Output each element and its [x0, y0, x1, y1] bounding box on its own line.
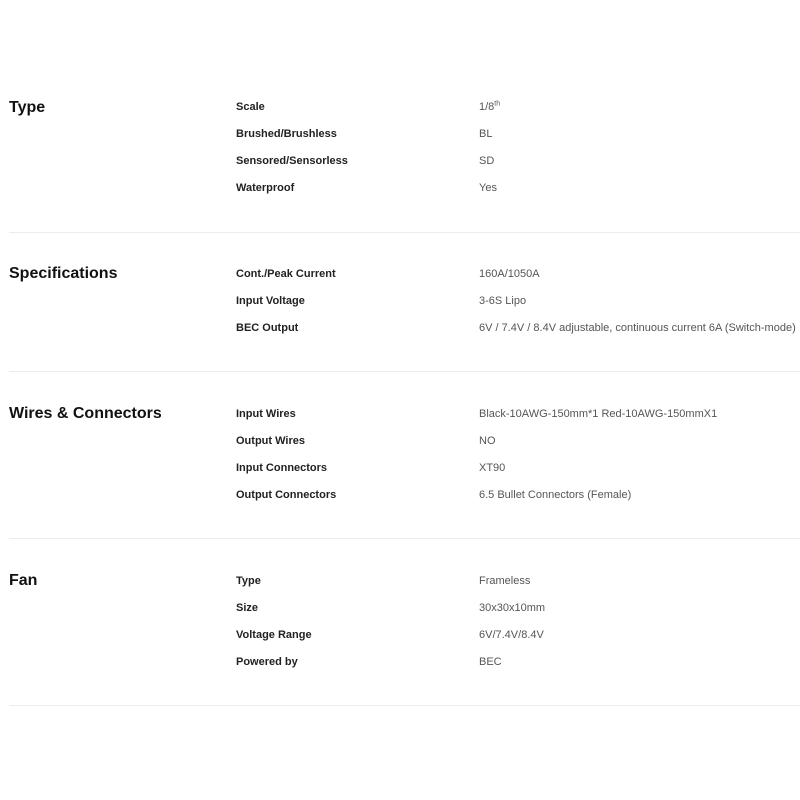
spec-label: Sensored/Sensorless: [236, 155, 348, 167]
spec-label: Output Connectors: [236, 489, 337, 501]
spec-row: [0, 458, 800, 478]
spec-label: Input Connectors: [236, 462, 328, 474]
spec-row: [0, 652, 800, 672]
section-title: Type: [9, 99, 46, 116]
ordinal-suffix: th: [494, 100, 501, 108]
spec-row: [0, 151, 800, 171]
section-divider: [9, 371, 800, 372]
spec-row: [0, 264, 800, 284]
spec-row: [0, 485, 800, 505]
spec-label: Input Wires: [236, 408, 296, 420]
spec-value: 6.5 Bullet Connectors (Female): [479, 489, 632, 501]
spec-value: NO: [479, 435, 496, 447]
section-divider: [9, 538, 800, 539]
spec-value: BL: [479, 128, 493, 140]
spec-value: 1/8th: [479, 100, 501, 113]
spec-row: [0, 625, 800, 645]
section-title: Wires & Connectors: [9, 405, 162, 422]
spec-value: 6V/7.4V/8.4V: [479, 629, 544, 641]
spec-value: Yes: [479, 182, 497, 194]
spec-label: Input Voltage: [236, 295, 305, 307]
spec-row: [0, 291, 800, 311]
spec-value: 30x30x10mm: [479, 602, 546, 614]
spec-row: [0, 124, 800, 144]
section-divider: [9, 232, 800, 233]
spec-row: [0, 178, 800, 198]
section-title: Specifications: [9, 265, 118, 282]
spec-value: SD: [479, 155, 495, 167]
section-title: Fan: [9, 572, 38, 589]
spec-label: Voltage Range: [236, 629, 312, 641]
spec-row: [0, 318, 800, 338]
spec-value: Frameless: [479, 575, 531, 587]
spec-label: BEC Output: [236, 322, 299, 334]
section-divider: [9, 705, 800, 706]
spec-label: Waterproof: [236, 182, 295, 194]
spec-row: [0, 431, 800, 451]
spec-label: Brushed/Brushless: [236, 128, 337, 140]
spec-value: XT90: [479, 462, 506, 474]
spec-value: 6V / 7.4V / 8.4V adjustable, continuous current 6A (Switch-mode): [479, 322, 796, 334]
spec-label: Powered by: [236, 656, 298, 668]
spec-value: Black-10AWG-150mm*1 Red-10AWG-150mmX1: [479, 408, 718, 420]
spec-label: Scale: [236, 101, 265, 113]
spec-row: [0, 97, 800, 117]
spec-label: Type: [236, 575, 261, 587]
spec-label: Output Wires: [236, 435, 305, 447]
spec-row: [0, 404, 800, 424]
spec-value: BEC: [479, 656, 502, 668]
spec-value: 3-6S Lipo: [479, 295, 527, 307]
spec-label: Cont./Peak Current: [236, 268, 336, 280]
spec-value: 160A/1050A: [479, 268, 540, 280]
spec-row: [0, 598, 800, 618]
spec-label: Size: [236, 602, 259, 614]
spec-row: [0, 571, 800, 591]
